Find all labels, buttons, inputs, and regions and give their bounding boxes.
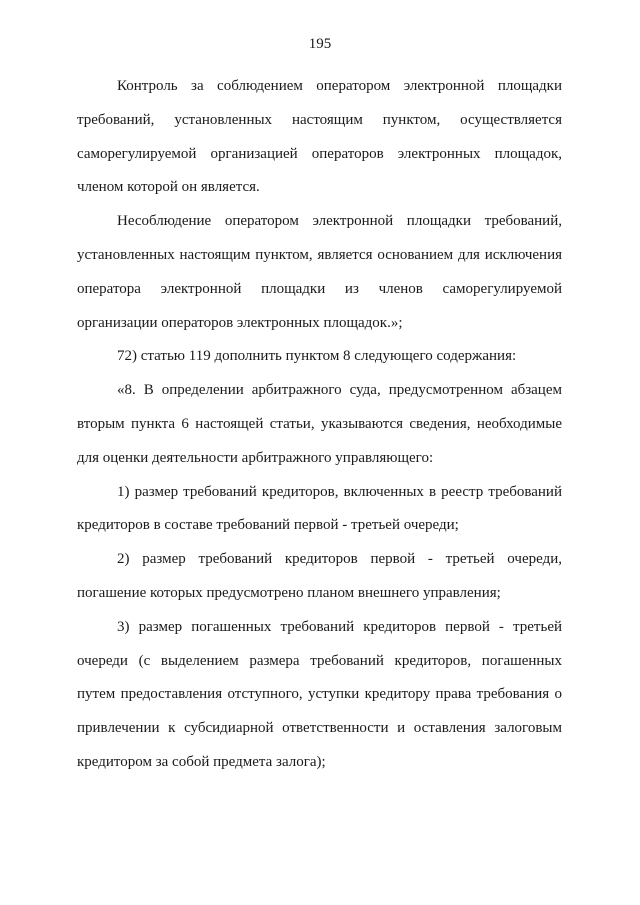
paragraph-5: 1) размер требований кредиторов, включенных в реестр требований кредиторов в составе требований первой - третьей очереди;: [77, 483, 562, 534]
page-number: 195: [308, 36, 332, 52]
paragraph-2: Несоблюдение оператором электронной площадки требований, установленных настоящим пунктом, является основанием для исключения оператора электронной площадки из членов саморегулируемой организации операторов электронных площадок.»;: [77, 213, 562, 331]
paragraph-1: Контроль за соблюдением оператором электронной площадки требований, установленных настоящим пунктом, осуществляется саморегулируемой организацией операторов электронных площадок, членом которой он является.: [77, 78, 562, 196]
paragraph-6: 2) размер требований кредиторов первой - третьей очереди, погашение которых предусмотрено планом внешнего управления;: [77, 551, 562, 601]
paragraph-7: 3) размер погашенных требований кредиторов первой - третьей очереди (с выделением размера требований кредиторов, погашенных путем предоставления отступного, уступки кредитору права требования о привлечении к субсидиарной ответственности и оставления залоговым кредитором за собой предмета залога);: [77, 618, 562, 770]
paragraph-3: 72) статью 119 дополнить пунктом 8 следующего содержания:: [117, 348, 517, 365]
paragraph-4: «8. В определении арбитражного суда, предусмотренном абзацем вторым пункта 6 настоящей статьи, указываются сведения, необходимые для оценки деятельности арбитражного управляющего:: [77, 382, 562, 466]
document-body: [77, 70, 562, 780]
